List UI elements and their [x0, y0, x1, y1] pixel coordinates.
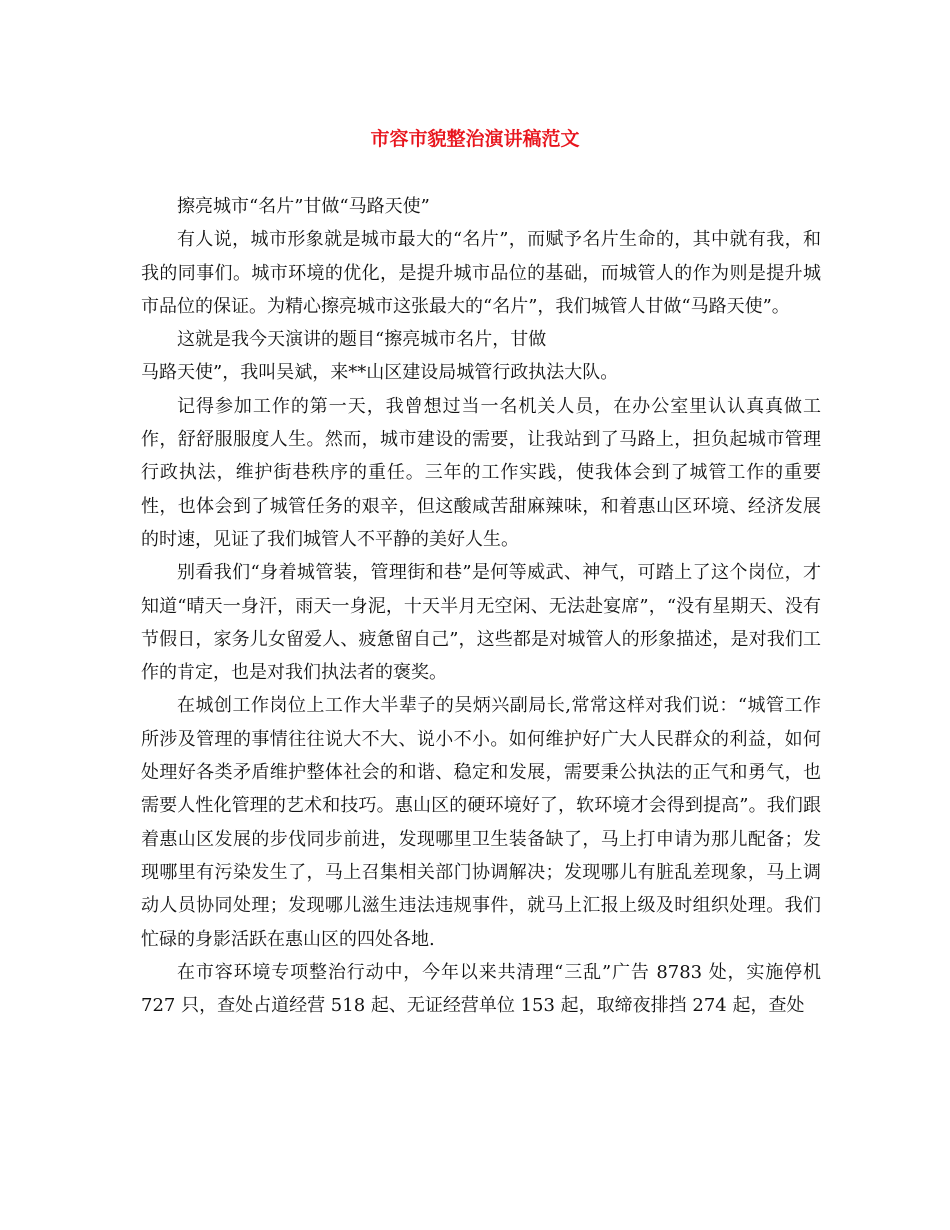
paragraph: 在市容环境专项整治行动中，今年以来共清理“三乱”广告 8783 处，实施停机 727 只，查处占道经营 518 起、无证经营单位 153 起，取缔夜排挡 274 起，查处 [141, 961, 821, 1017]
paragraph: 有人说，城市形象就是城市最大的“名片”，而赋予名片生命的，其中就有我，和我的同事们。城市环境的优化，是提升城市品位的基础，而城管人的作为则是提升城市品位的保证。为精心擦亮城市这张最大的“名片”，我们城管人甘做“马路天使”。 [141, 229, 821, 317]
paragraph: 这就是我今天演讲的题目“擦亮城市名片，甘做 [177, 329, 547, 351]
paragraph: 在城创工作岗位上工作大半辈子的吴炳兴副局长,常常这样对我们说：“城管工作所涉及管理的事情往往说大不大、说小不小。如何维护好广大人民群众的利益，如何处理好各类矛盾维护整体社会的和谐、稳定和发展，需要秉公执法的正气和勇气，也需要人性化管理的艺术和技巧。惠山区的硬环境好了，软环境才会得到提高”。我们跟着惠山区发展的步伐同步前进，发现哪里卫生装备缺了，马上打申请为那儿配备；发现哪里有污染发生了，马上召集相关部门协调解决；发现哪儿有脏乱差现象，马上调动人员协同处理；发现哪儿滋生违法违规事件，就马上汇报上级及时组织处理。我们忙碌的身影活跃在惠山区的四处各地. [141, 695, 821, 950]
paragraph-subtitle: 擦亮城市“名片”甘做“马路天使” [177, 196, 430, 217]
paragraph: 别看我们“身着城管装，管理街和巷”是何等威武、神气，可踏上了这个岗位，才知道“晴天一身汗，雨天一身泥，十天半月无空闲、无法赴宴席”，“没有星期天、没有节假日，家务儿女留爱人、疲惫留自己”，这些都是对城管人的形象描述，是对我们工作的肯定，也是对我们执法者的褒奖。 [141, 562, 821, 684]
paragraph-continuation: 马路天使”，我叫吴斌，来**山区建设局城管行政执法大队。 [141, 362, 619, 384]
document-title: 市容市貌整治演讲稿范文 [370, 128, 580, 150]
document-body [141, 190, 821, 1022]
paragraph: 记得参加工作的第一天，我曾想过当一名机关人员，在办公室里认认真真做工作，舒舒服服度人生。然而，城市建设的需要，让我站到了马路上，担负起城市管理行政执法，维护街巷秩序的重任。三年的工作实践，使我体会到了城管工作的重要性，也体会到了城管任务的艰辛，但这酸咸苦甜麻辣味，和着惠山区环境、经济发展的时速，见证了我们城管人不平静的美好人生。 [141, 395, 821, 550]
